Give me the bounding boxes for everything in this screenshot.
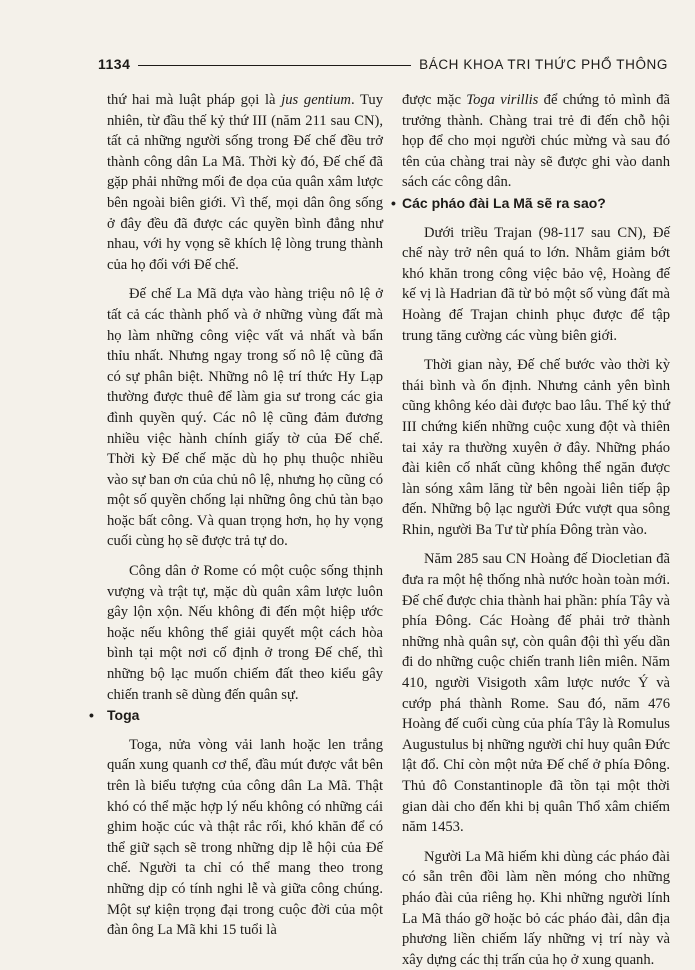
latin-term: jus gentium [281,92,351,108]
paragraph: Toga, nửa vòng vải lanh hoặc len trắng quấn xung quanh cơ thể, đầu mút được vắt bên trên là biểu tượng của công dân La Mã. Thật khó có thể mặc hợp lý nếu không có những cái ghim hoặc cúc và thật rắc rối, khó khăn để có thể giữ sạch sẽ trong những dịp lễ hội của Đế chế. Người ta chỉ có thể mang theo trong những dịp có tính nghi lễ và giữa công chúng. Một sự kiện trọng đại trong cuộc đời của một đàn ông La Mã khi 15 tuổi là [107,736,383,939]
paragraph: được mặc Toga virillis để chứng tỏ mình đã trưởng thành. Chàng trai trẻ đi đến chỗ hội họp để cho mọi người chúc mừng và sau đó tên của chàng trai này sẽ được ghi vào danh sách các công dân. [402,92,670,191]
paragraph: Dưới triều Trajan (98-117 sau CN), Đế chế này trở nên quá to lớn. Nhằm giảm bớt khó khăn trong công việc bảo vệ, Hoàng đế kế vị là Hadrian đã từ bỏ một số vùng đất mà Hoàng đế Trajan chinh phục được để tập trung tăng cường các vùng biên giới. [402,224,670,344]
section-heading-forts: • Các pháo đài La Mã sẽ ra sao? [402,193,670,214]
paragraph: Công dân ở Rome có một cuộc sống thịnh vượng và trật tự, mặc dù quân xâm lược luôn gây lộn xộn. Nếu không đi đến một hiệp ước hoặc nếu không thể giải quyết một cách hòa bình tại một nơi cố định ở trong Đế chế, thì những bộ lạc muốn chiếm đất theo kiểu gây chiến tranh sẽ dùng đến quân sự. [107,563,383,703]
running-title: BÁCH KHOA TRI THỨC PHỔ THÔNG [419,56,668,72]
section-heading-toga: • Toga [107,705,383,726]
paragraph: Người La Mã hiếm khi dùng các pháo đài có sẵn trên đồi làm nền móng cho những pháo đài của riêng họ. Khi những người lính La Mã tháo gỡ hoặc bỏ các pháo đài, dân địa phương liền chiếm lấy những vị trí này và xây dựng các thị trấn của họ ở xung quanh. [402,848,670,968]
page-number: 1134 [98,56,131,72]
paragraph: Đế chế La Mã dựa vào hàng triệu nô lệ ở tất cả các thành phố và ở những vùng đất mà họ làm những công việc vất vả nhất và bẩn thỉu nhất. Nhưng ngay trong số nô lệ cũng đã có sự phân biệt. Những nô lệ trí thức Hy Lạp thường được thuê để làm gia sư trong các gia đình quyền quý. Các nô lệ cũng đảm đương nhiều việc hành chính giấy tờ của Đế chế. Thời kỳ Đế chế mặc dù họ phụ thuộc nhiều vào sự ban ơn của chủ nô lệ, nhưng họ cũng có một số quyền chống lại những ông chủ tàn bạo hoặc bất công. Và quan trọng hơn, họ hy vọng cuối cùng họ sẽ được trả tự do. [107,286,383,550]
right-column [391,90,670,970]
bullet-icon: • [89,707,94,724]
left-column [89,90,384,941]
latin-term: Toga virillis [466,92,539,108]
bullet-icon: • [391,194,396,211]
paragraph: thứ hai mà luật pháp gọi là jus gentium. Tuy nhiên, từ đầu thế kỷ thứ III (năm 211 sau CN), tất cả những người sống trong Đế chế đều trở thành công dân La Mã. Thời kỳ đó, Đế chế đã gặp phải những mối đe dọa của quân xâm lược bên ngoài biên giới. Vì thế, mọi dân ông sống ở đây đều đã được các quyền bình đẳng như nhau, với hy vọng sẽ khích lệ lòng trung thành của họ đối với Đế chế. [107,92,384,273]
paragraph: Thời gian này, Đế chế bước vào thời kỳ thái bình và ổn định. Nhưng cảnh yên bình cũng không kéo dài được bao lâu. Thế kỷ thứ III chứng kiến những cuộc xung đột và thiên tai xảy ra thường xuyên ở đây. Những pháo đài kiên cố nhất cũng không thể ngăn được làn sóng xâm lăng từ bên ngoài liên tiếp ập đến. Những bộ lạc người Đức vượt qua sông Rhin, người Ba Tư từ phía Đông tràn vào. [402,357,670,538]
paragraph: Năm 285 sau CN Hoàng đế Diocletian đã đưa ra một hệ thống nhà nước hoàn toàn mới. Đế chế được chia thành hai phần: phía Tây và phía Đông. Các Hoàng đế phải trở thành những nhà quân sự, còn quân đội thì yếu dần đi do những cuộc chiến tranh liên miên. Năm 410, người Visigoth xâm lược nước Ý và cướp phá thành Rome. Sau đó, năm 476 Hoàng đế cuối cùng của phía Tây là Romulus Augustulus bị những người chỉ huy quân Đức lật đổ. Chỉ còn một nửa Đế chế ở phía Đông. Thủ đô Constantinople đã tồn tại một thời gian dài cho đến khi bị quân Thổ xâm chiếm năm 1453. [402,551,670,836]
header-rule [138,65,411,66]
page-header [98,52,668,76]
